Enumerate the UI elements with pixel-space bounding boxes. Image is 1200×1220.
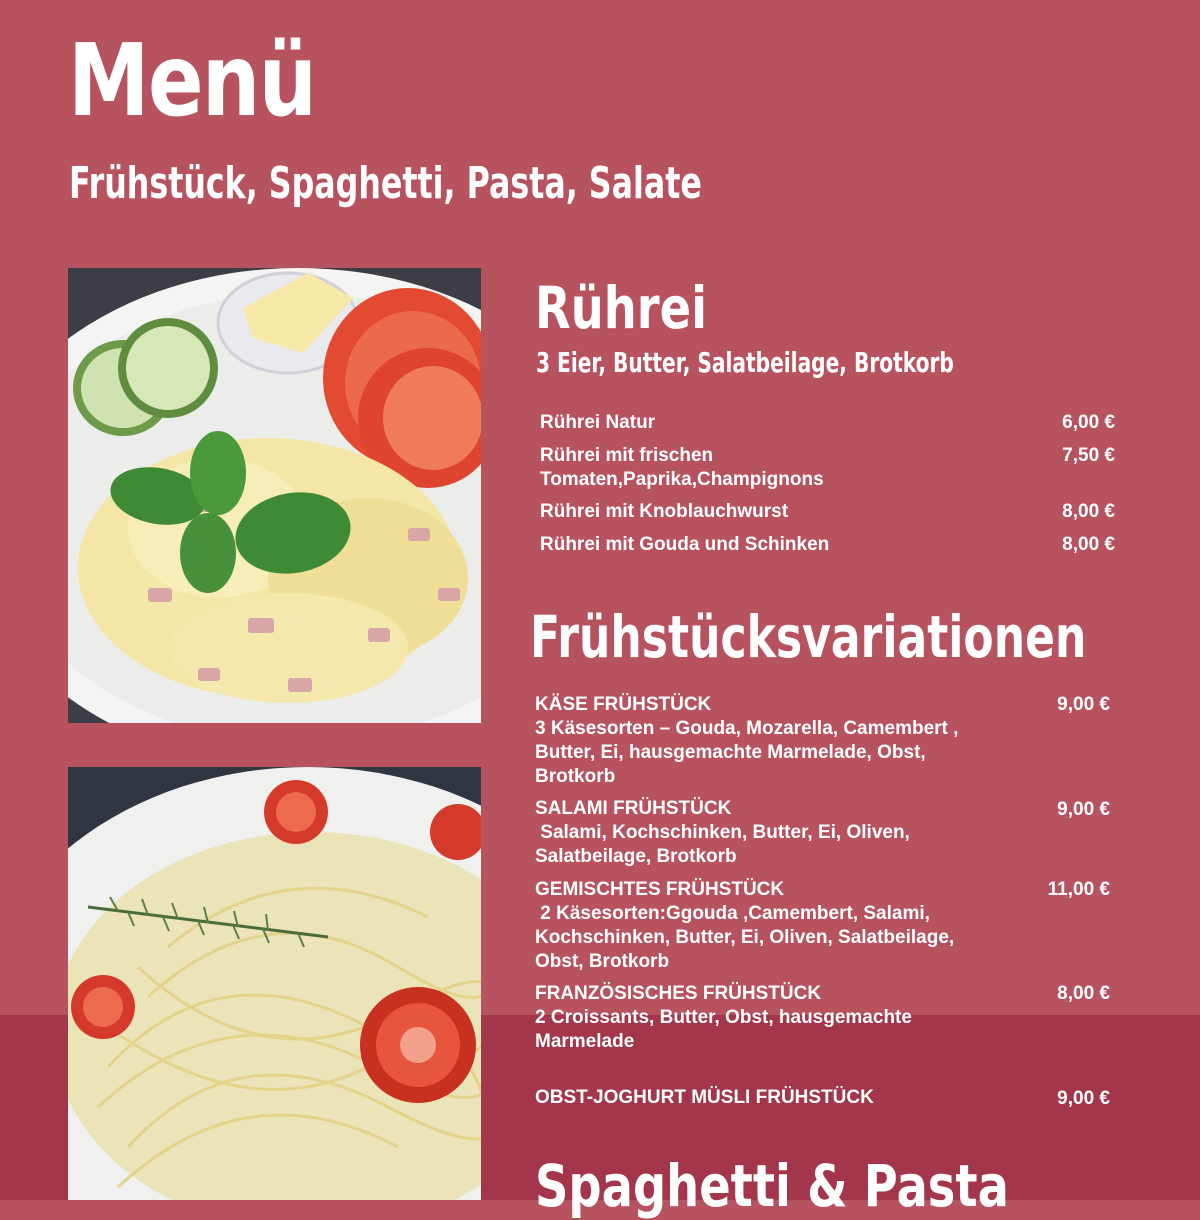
menu-item-name: GEMISCHTES FRÜHSTÜCK bbox=[535, 879, 785, 900]
menu-item-description: Marmelade bbox=[535, 1031, 635, 1052]
menu-item-name: Rührei Natur bbox=[540, 412, 656, 433]
section-heading-ruehrei: Rühreі bbox=[535, 274, 708, 342]
menu-item-name: Rührei mit Knoblauchwurst bbox=[540, 501, 789, 522]
scrambled-eggs-photo bbox=[68, 268, 481, 723]
menu-item-description: 2 Croissants, Butter, Obst, hausgemachte bbox=[535, 1007, 912, 1028]
spaghetti-photo bbox=[68, 767, 481, 1200]
menu-item-description: Butter, Ei, hausgemachte Marmelade, Obst, bbox=[535, 742, 926, 763]
menu-item-name: KÄSE FRÜHSTÜCK bbox=[535, 694, 712, 715]
menu-item-price: 9,00 € bbox=[1057, 1088, 1110, 1109]
menu-item-price: 6,00 € bbox=[1062, 412, 1115, 433]
section-heading-spaghetti-pasta: Spaghetti & Pasta bbox=[535, 1152, 1009, 1220]
page-subtitle: Frühstück, Spaghetti, Pasta, Salate bbox=[69, 158, 702, 209]
menu-item-name-line2: Tomaten,Paprika,Champignons bbox=[540, 469, 824, 490]
page-title: Menü bbox=[68, 22, 316, 139]
menu-item-name: Rührei mit Gouda und Schinken bbox=[540, 534, 830, 555]
section-subheading-ruehrei: 3 Eier, Butter, Salatbeilage, Brotkorb bbox=[536, 346, 954, 379]
menu-item-price: 9,00 € bbox=[1057, 694, 1110, 715]
menu-item-price: 8,00 € bbox=[1062, 534, 1115, 555]
menu-item-description: Kochschinken, Butter, Ei, Oliven, Salatbeilage, bbox=[535, 927, 955, 948]
menu-item-description: Salatbeilage, Brotkorb bbox=[535, 846, 737, 867]
menu-item-name: SALAMI FRÜHSTÜCK bbox=[535, 798, 732, 819]
menu-item-price: 8,00 € bbox=[1057, 983, 1110, 1004]
menu-item-name: FRANZÖSISCHES FRÜHSTÜCK bbox=[535, 983, 822, 1004]
menu-item-price: 9,00 € bbox=[1057, 799, 1110, 820]
menu-item-price: 8,00 € bbox=[1062, 501, 1115, 522]
menu-item-description: 3 Käsesorten – Gouda, Mozarella, Camembert , bbox=[535, 718, 959, 739]
menu-item-price: 11,00 € bbox=[1047, 879, 1110, 900]
menu-item-description: Salami, Kochschinken, Butter, Ei, Oliven, bbox=[535, 822, 910, 843]
section-heading-fruehstuecksvariationen: Frühstücksvariationen bbox=[530, 603, 1087, 671]
menu-item-name: OBST-JOGHURT MÜSLI FRÜHSTÜCK bbox=[535, 1087, 874, 1108]
menu-item-description: 2 Käsesorten:Ggouda ,Camembert, Salami, bbox=[535, 903, 930, 924]
menu-item-description: Brotkorb bbox=[535, 766, 616, 787]
menu-item-price: 7,50 € bbox=[1062, 445, 1115, 466]
menu-item-description: Obst, Brotkorb bbox=[535, 951, 670, 972]
menu-item-name: Rührei mit frischen bbox=[540, 445, 714, 466]
